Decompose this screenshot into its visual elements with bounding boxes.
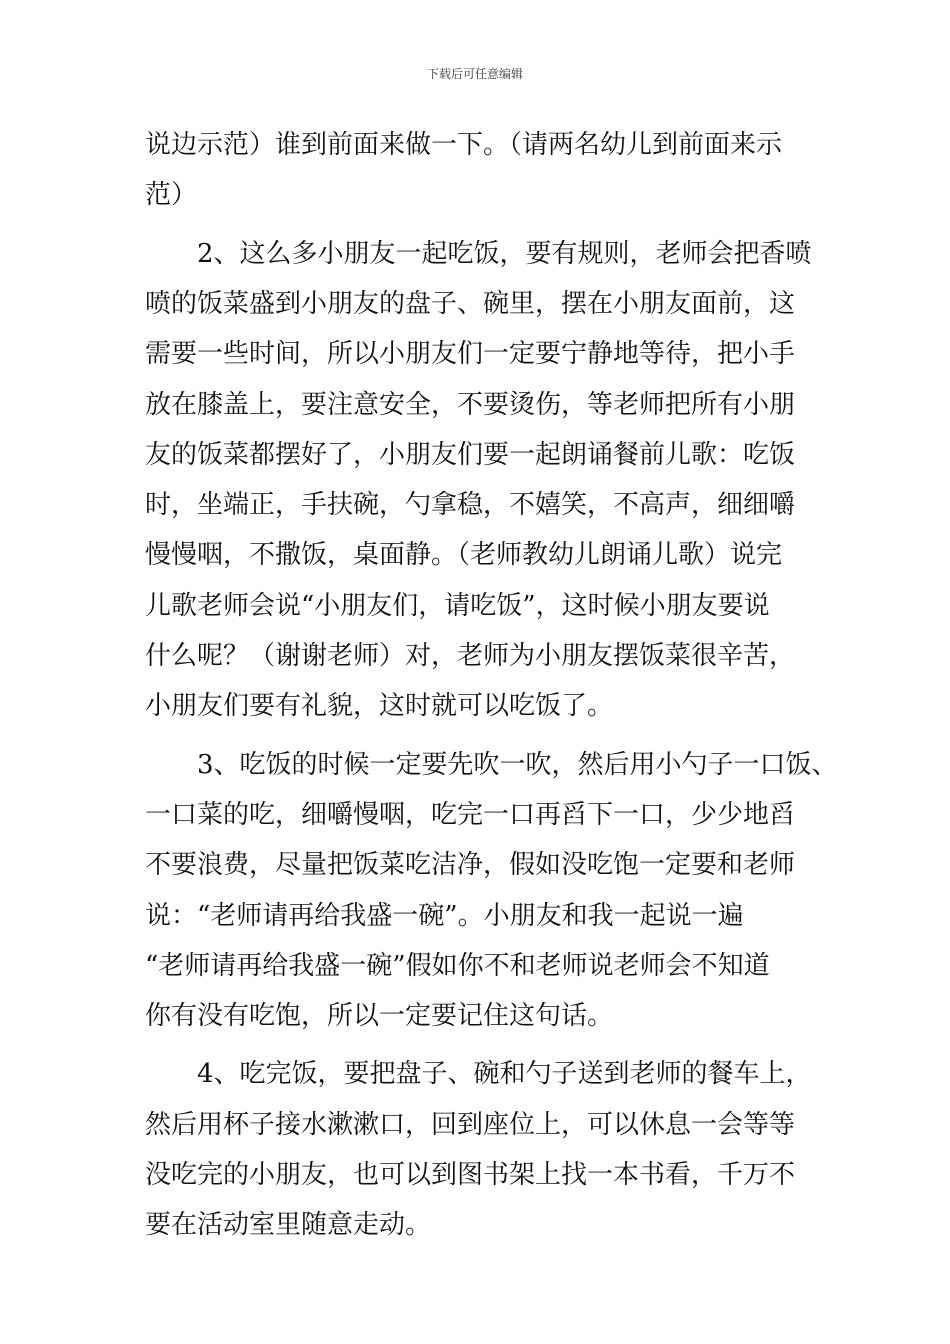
text-line: 慢慢咽，不撒饭，桌面静。（老师教幼儿朗诵儿歌）说完 (145, 540, 783, 571)
text-line: 没吃完的小朋友，也可以到图书架上找一本书看，千万不 (145, 1160, 796, 1190)
text-line: 2、这么多小朋友一起吃饭，要有规则，老师会把香喷 (197, 238, 812, 269)
text-line: 小朋友们要有礼貌，这时就可以吃饭了。 (145, 691, 614, 722)
text-line: 4、吃完饭，要把盘子、碗和勺子送到老师的餐车上， (197, 1059, 812, 1090)
text-line: 喷的饭菜盛到小朋友的盘子、碗里，摆在小朋友面前，这 (145, 288, 796, 319)
text-line: 你有没有吃饱，所以一定要记住这句话。 (145, 1001, 614, 1032)
text-line: 范） (145, 180, 198, 211)
page-header: 下载后可任意编辑 (426, 67, 523, 81)
text-line: 一口菜的吃，细嚼慢咽，吃完一口再舀下一口，少少地舀 (145, 799, 796, 830)
text-line: 要在活动室里随意走动。 (145, 1210, 432, 1241)
text-line: 说：“老师请再给我盛一碗”。小朋友和我一起说一遍 (145, 900, 744, 931)
text-line: 需要一些时间，所以小朋友们一定要宁静地等待，把小手 (145, 339, 796, 370)
text-line: 3、吃饭的时候一定要先吹一吹，然后用小勺子一口饭、 (197, 749, 838, 780)
text-line: 时，坐端正，手扶碗，勺拿稳，不嬉笑，不高声，细细嚼 (145, 490, 796, 521)
text-line: 然后用杯子接水漱漱口，回到座位上，可以休息一会等等 (145, 1109, 796, 1140)
text-line: 不要浪费，尽量把饭菜吃洁净，假如没吃饱一定要和老师 (145, 850, 796, 881)
text-line: 儿歌老师会说“小朋友们，请吃饭”，这时候小朋友要说 (145, 590, 770, 621)
text-line: 放在膝盖上，要注意安全，不要烫伤，等老师把所有小朋 (145, 389, 796, 420)
text-line: “老师请再给我盛一碗”假如你不和老师说老师会不知道 (145, 950, 770, 981)
text-line: 说边示范）谁到前面来做一下。（请两名幼儿到前面来示 (145, 130, 783, 160)
text-line: 友的饭菜都摆好了，小朋友们要一起朗诵餐前儿歌：吃饭 (145, 439, 796, 470)
text-line: 什么呢？（谢谢老师）对，老师为小朋友摆饭菜很辛苦， (145, 641, 796, 671)
